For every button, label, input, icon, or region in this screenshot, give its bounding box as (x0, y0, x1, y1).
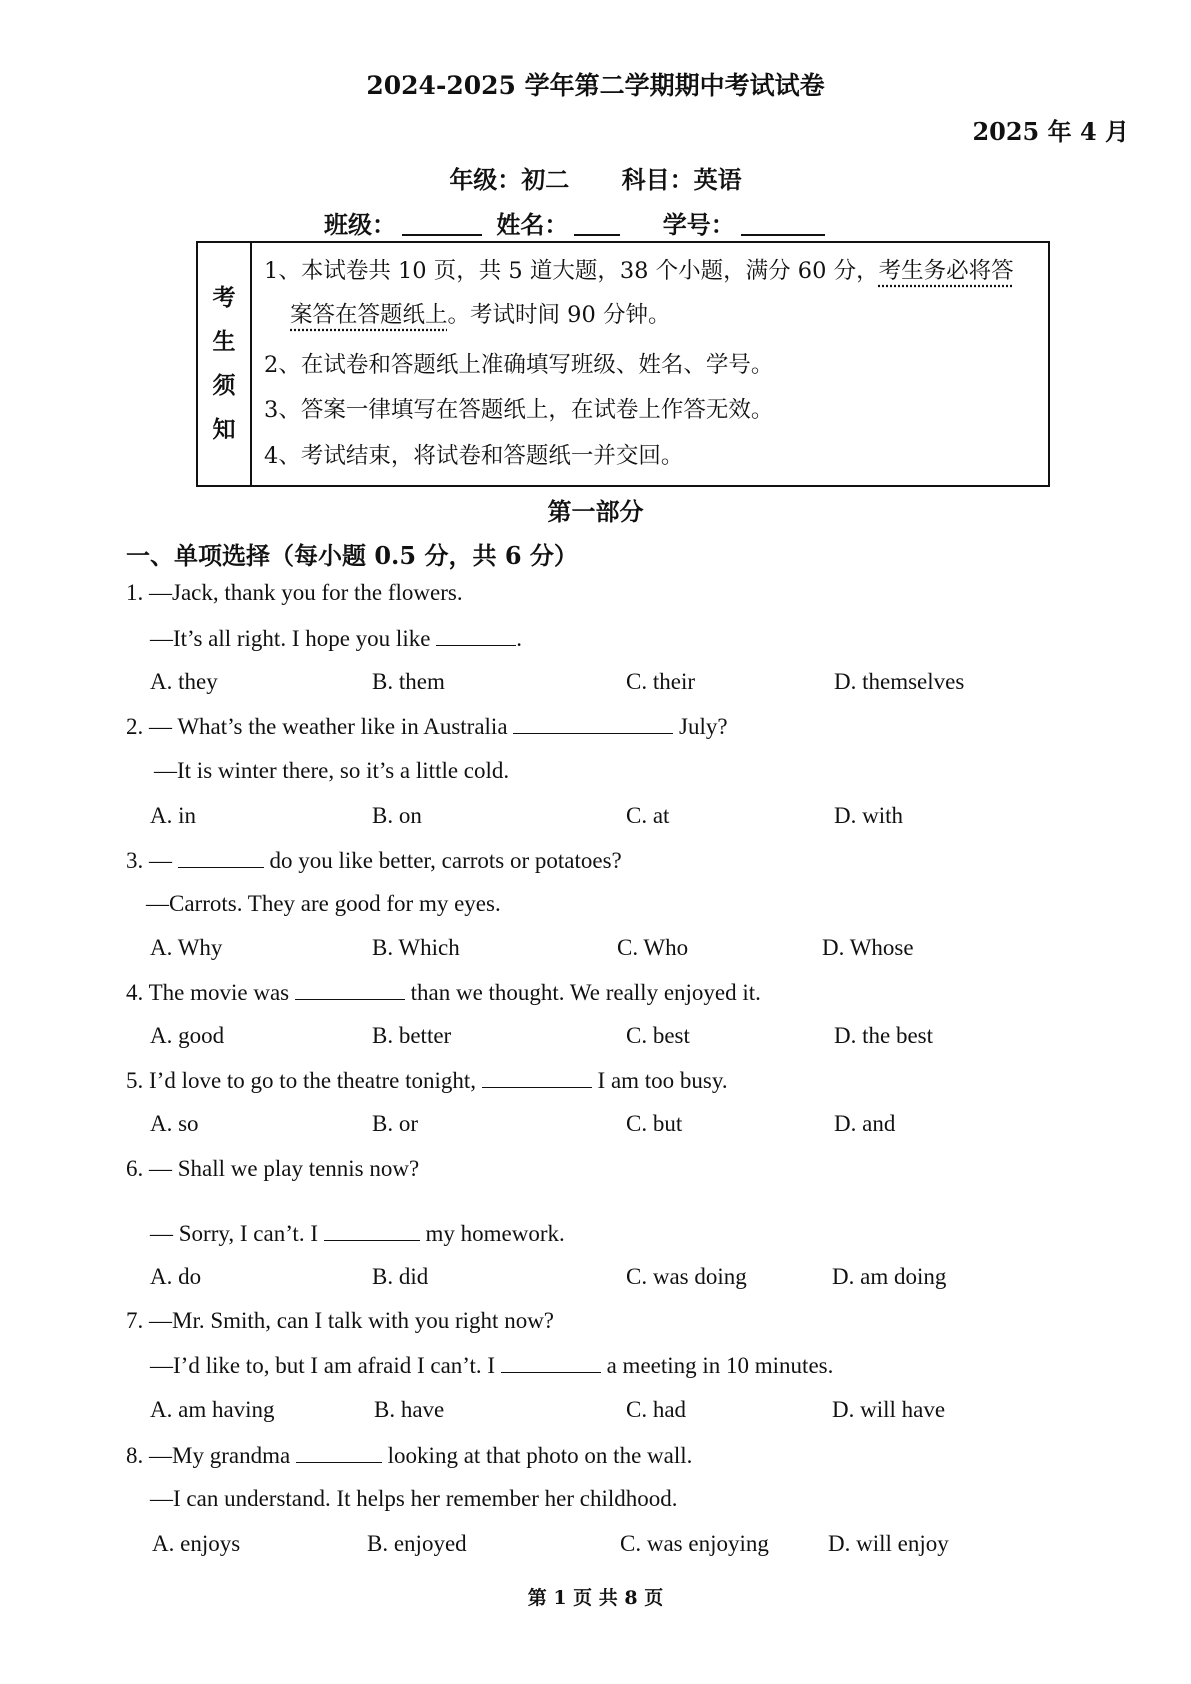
option-d: D. will have (832, 1397, 946, 1422)
question-7-reply: —I’d like to, but I am afraid I can’t. I a meeting in 10 minutes. (150, 1353, 834, 1378)
option-c: C. best (626, 1023, 690, 1048)
question-1-reply: —It’s all right. I hope you like . (150, 626, 522, 651)
option-c: C. was enjoying (620, 1531, 769, 1556)
section-heading: 一、单项选择（每小题 0.5 分，共 6 分） (126, 541, 578, 570)
option-b: B. them (372, 669, 445, 694)
question-6-reply: — Sorry, I can’t. I my homework. (150, 1221, 565, 1246)
name-label: 姓名： (496, 210, 569, 239)
option-b: B. better (372, 1023, 452, 1048)
exam-date: 2025 年 4 月 (972, 117, 1129, 146)
notice-rule-3: 3、答案一律填写在答题纸上，在试卷上作答无效。 (264, 397, 774, 423)
notice-side-label: 考 生 须 知 (198, 243, 252, 485)
notice-rule-4: 4、考试结束，将试卷和答题纸一并交回。 (264, 443, 684, 469)
question-2-stem: 2. — What’s the weather like in Australia July? (126, 714, 728, 739)
student-info-line (324, 205, 831, 240)
question-7-stem: 7. —Mr. Smith, can I talk with you right now? (126, 1308, 555, 1333)
question-1-stem: 1. —Jack, thank you for the flowers. (126, 580, 463, 605)
option-d: D. Whose (822, 935, 914, 960)
option-d: D. the best (834, 1023, 934, 1048)
option-d: D. and (834, 1111, 896, 1136)
option-a: A. in (150, 803, 196, 828)
grade-label: 年级：初二 (449, 165, 570, 194)
name-blank (574, 212, 620, 236)
class-blank (402, 212, 482, 236)
option-a: A. so (150, 1111, 199, 1136)
option-b: B. or (372, 1111, 418, 1136)
page-number: 第 1 页 共 8 页 (527, 1587, 664, 1609)
notice-rule-1: 1、本试卷共 10 页，共 5 道大题，38 个小题，满分 60 分，考生务必将答 (264, 258, 1014, 284)
option-a: A. Why (150, 935, 223, 960)
option-a: A. good (150, 1023, 225, 1048)
id-blank (741, 212, 825, 236)
question-6-stem: 6. — Shall we play tennis now? (126, 1156, 420, 1181)
option-a: A. do (150, 1264, 202, 1289)
grade-subject-line (0, 160, 1191, 195)
option-d: D. with (834, 803, 903, 828)
question-8-stem: 8. —My grandma looking at that photo on the wall. (126, 1443, 693, 1468)
option-c: C. their (626, 669, 695, 694)
answer-blank (295, 979, 405, 1000)
question-4-stem: 4. The movie was than we thought. We really enjoyed it. (126, 980, 761, 1005)
answer-blank (436, 625, 516, 646)
question-3-stem: 3. — do you like better, carrots or potatoes? (126, 848, 622, 873)
option-c: C. was doing (626, 1264, 747, 1289)
question-2-reply: —It is winter there, so it’s a little cold. (154, 758, 510, 783)
option-b: B. on (372, 803, 422, 828)
option-d: D. themselves (834, 669, 965, 694)
answer-blank (178, 847, 264, 868)
question-8-reply: —I can understand. It helps her remember her childhood. (150, 1486, 678, 1511)
answer-blank (296, 1442, 382, 1463)
option-b: B. have (374, 1397, 445, 1422)
option-d: D. will enjoy (828, 1531, 949, 1556)
option-a: A. am having (150, 1397, 275, 1422)
id-label: 学号： (662, 210, 735, 239)
option-a: A. enjoys (152, 1531, 241, 1556)
option-c: C. but (626, 1111, 683, 1136)
notice-rule-1-cont: 案答在答题纸上。考试时间 90 分钟。 (290, 302, 671, 328)
option-c: C. had (626, 1397, 687, 1422)
notice-rule-2: 2、在试卷和答题纸上准确填写班级、姓名、学号。 (264, 352, 774, 378)
option-c: C. Who (617, 935, 689, 960)
exam-notice-box (196, 241, 1050, 487)
answer-blank (324, 1220, 420, 1241)
question-3-reply: —Carrots. They are good for my eyes. (146, 891, 501, 916)
option-b: B. Which (372, 935, 460, 960)
option-c: C. at (626, 803, 670, 828)
answer-blank (513, 713, 673, 734)
answer-blank (501, 1352, 601, 1373)
subject-label: 科目：英语 (621, 165, 742, 194)
question-5-stem: 5. I’d love to go to the theatre tonight, I am too busy. (126, 1068, 728, 1093)
option-a: A. they (150, 669, 218, 694)
option-d: D. am doing (832, 1264, 947, 1289)
part-heading: 第一部分 (547, 497, 644, 526)
class-label: 班级： (324, 210, 396, 239)
page-title: 2024-2025 学年第二学期期中考试试卷 (366, 71, 825, 100)
option-b: B. enjoyed (367, 1531, 467, 1556)
option-b: B. did (372, 1264, 429, 1289)
answer-blank (482, 1067, 592, 1088)
